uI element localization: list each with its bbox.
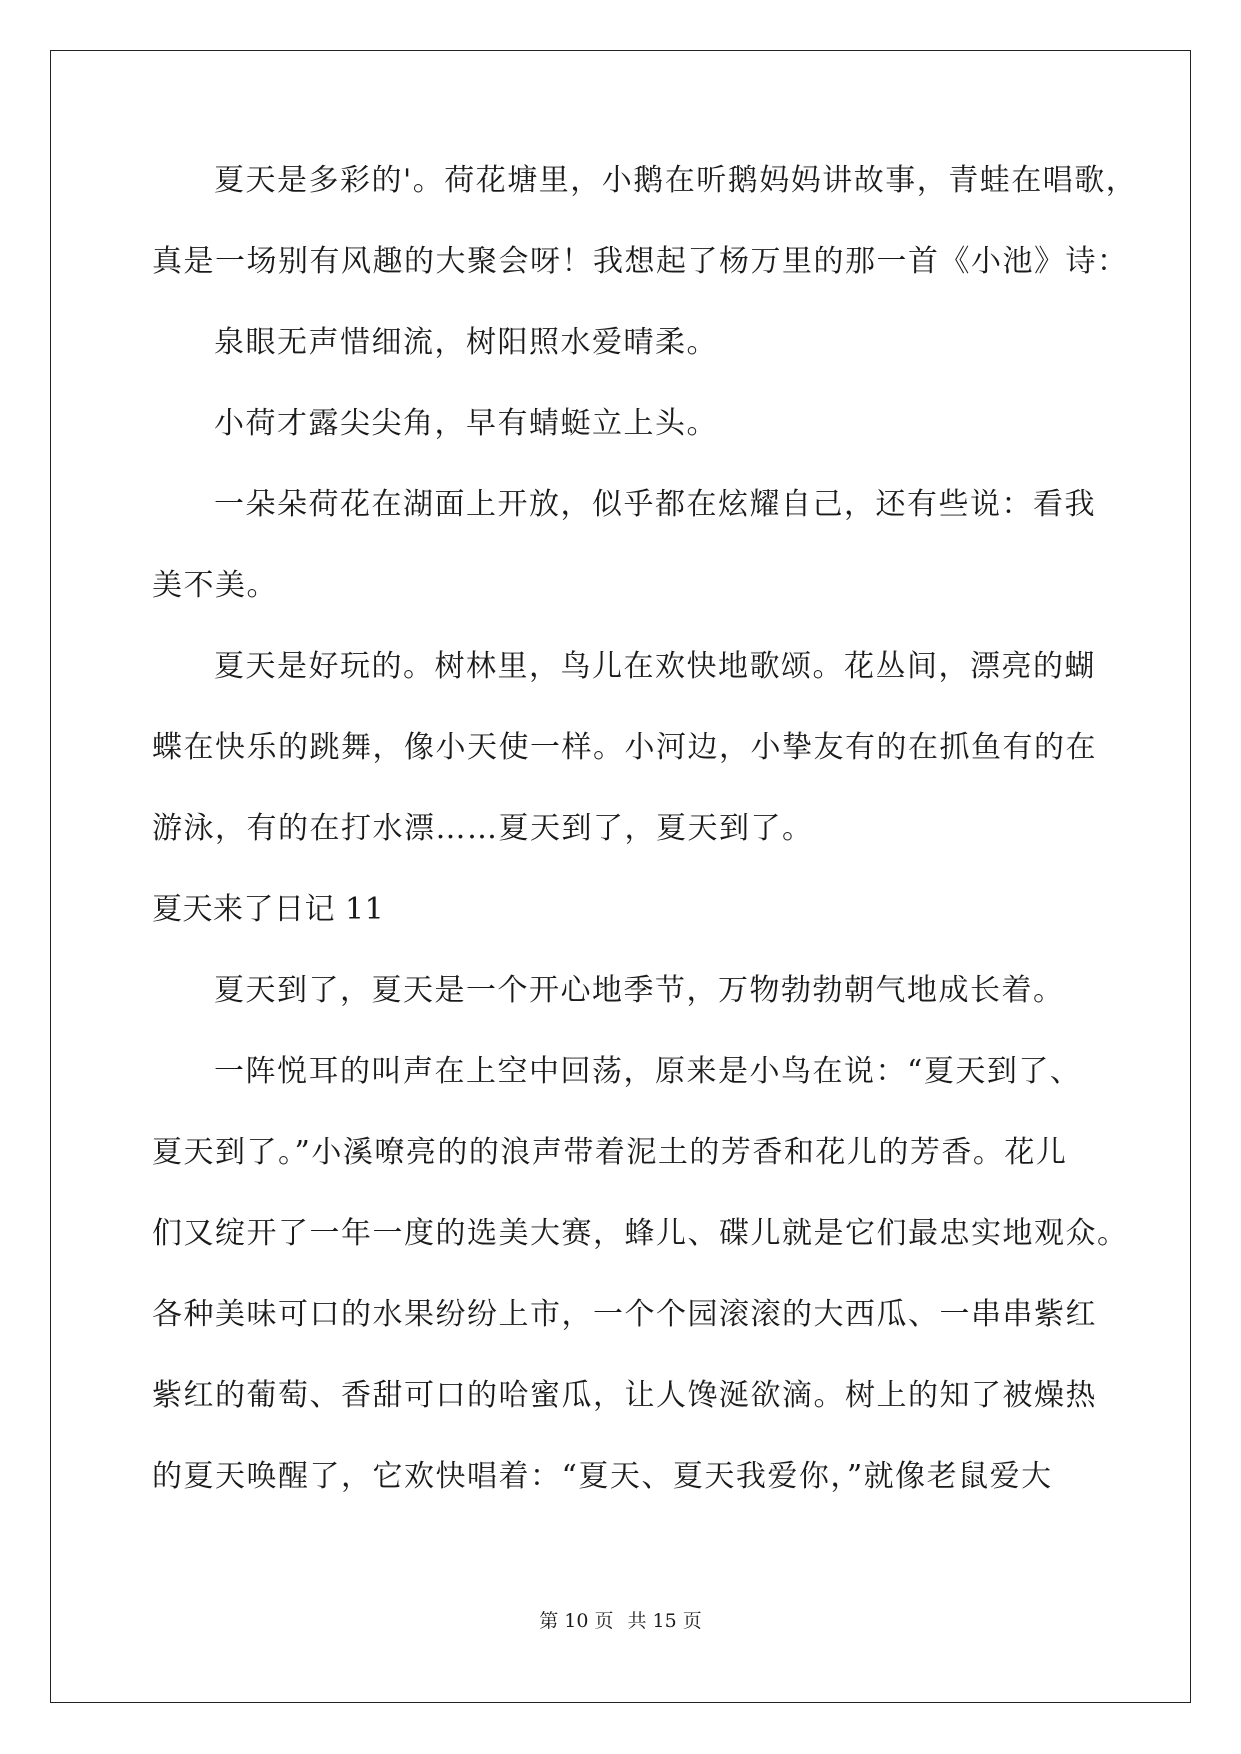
paragraph-line: 夏天到了。”小溪嘹亮的的浪声带着泥土的芳香和花儿的芳香。花儿	[152, 1135, 1068, 1170]
paragraph-line: 游泳，有的在打水漂……夏天到了，夏天到了。	[152, 811, 814, 846]
paragraph-line: 一阵悦耳的叫声在上空中回荡，原来是小鸟在说：“夏天到了、	[214, 1054, 1082, 1089]
paragraph-line: 的夏天唤醒了，它欢快唱着：“夏天、夏天我爱你，”就像老鼠爱大	[152, 1459, 1053, 1494]
paragraph-line: 真是一场别有风趣的大聚会呀！我想起了杨万里的那一首《小池》诗：	[152, 244, 1129, 279]
paragraph-line: 们又绽开了一年一度的选美大赛，蜂儿、碟儿就是它们最忠实地观众。	[152, 1216, 1129, 1251]
paragraph-line: 夏天是好玩的。树林里，鸟儿在欢快地歌颂。花丛间，漂亮的蝴	[214, 649, 1096, 684]
paragraph-line: 蝶在快乐的跳舞，像小天使一样。小河边，小挚友有的在抓鱼有的在	[152, 730, 1097, 765]
poem-line: 小荷才露尖尖角，早有蜻蜓立上头。	[214, 406, 718, 441]
paragraph-line: 夏天是多彩的'。荷花塘里，小鹅在听鹅妈妈讲故事，青蛙在唱歌，	[214, 163, 1138, 198]
page-number-current: 第 10 页	[539, 1610, 614, 1632]
section-heading: 夏天来了日记 11	[152, 892, 385, 927]
page-footer	[0, 1609, 1241, 1633]
paragraph-line: 夏天到了，夏天是一个开心地季节，万物勃勃朝气地成长着。	[214, 973, 1065, 1008]
page-number-total: 共 15 页	[627, 1610, 702, 1632]
paragraph-line: 紫红的葡萄、香甜可口的哈蜜瓜，让人馋涎欲滴。树上的知了被燥热	[152, 1378, 1097, 1413]
page-border	[50, 50, 1191, 1703]
paragraph-line: 各种美味可口的水果纷纷上市，一个个园滚滚的大西瓜、一串串紫红	[152, 1297, 1097, 1332]
paragraph-line: 美不美。	[152, 568, 278, 603]
paragraph-line: 一朵朵荷花在湖面上开放，似乎都在炫耀自己，还有些说：看我	[214, 487, 1096, 522]
poem-line: 泉眼无声惜细流，树阳照水爱晴柔。	[214, 325, 718, 360]
